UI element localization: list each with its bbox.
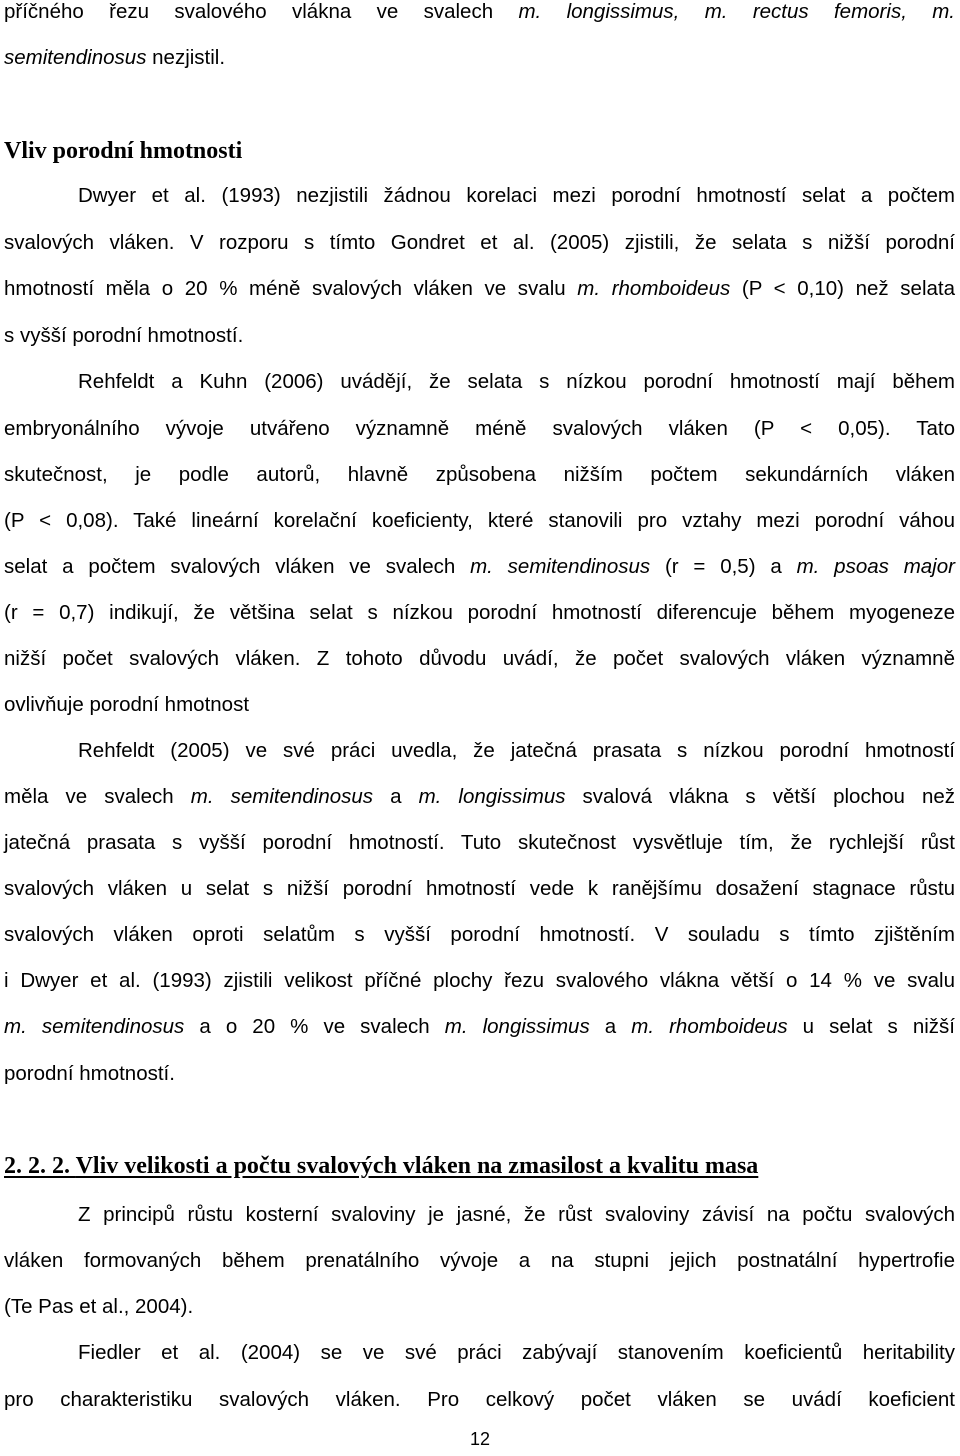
subsection-number: 2. 2. 2.: [4, 1153, 70, 1179]
paragraph-line: svalových vláken. V rozporu s tímto Gondret et al. (2005) zjistili, že selata s nižší porodní: [4, 231, 955, 254]
paragraph-line: selat a počtem svalových vláken ve svalech m. semitendinosus (r = 0,5) a m. psoas major: [4, 555, 955, 578]
paragraph-line: (r = 0,7) indikují, že většina selat s nízkou porodní hmotností diferencuje během myogeneze: [4, 601, 955, 624]
paragraph-line: svalových vláken u selat s nižší porodní hmotností vede k ranějšímu dosažení stagnace růstu: [4, 877, 955, 900]
subsection-title: Vliv velikosti a počtu svalových vláken na zmasilost a kvalitu masa: [75, 1153, 759, 1179]
text-line: příčného řezu svalového vlákna ve svalech m. longissimus, m. rectus femoris, m.: [4, 0, 956, 23]
paragraph-line: pro charakteristiku svalových vláken. Pro celkový počet vláken se uvádí koeficient: [4, 1388, 955, 1411]
paragraph-line: i Dwyer et al. (1993) zjistili velikost příčné plochy řezu svalového vlákna větší o 14 % ve svalu: [4, 969, 955, 992]
subsection-heading: [4, 1150, 758, 1182]
paragraph-line: jatečná prasata s vyšší porodní hmotností. Tuto skutečnost vysvětluje tím, že rychlejší růst: [4, 831, 955, 854]
paragraph-line: hmotností měla o 20 % méně svalových vláken ve svalu m. rhomboideus (P < 0,10) než selata: [4, 277, 955, 300]
paragraph-line: Z principů růstu kosterní svaloviny je jasné, že růst svaloviny závisí na počtu svalových: [78, 1203, 955, 1226]
paragraph-line: (Te Pas et al., 2004).: [4, 1295, 194, 1318]
paragraph-line: Rehfeldt a Kuhn (2006) uvádějí, že selata s nízkou porodní hmotností mají během: [78, 370, 955, 393]
paragraph-line: Rehfeldt (2005) ve své práci uvedla, že jatečná prasata s nízkou porodní hmotností: [78, 739, 955, 762]
paragraph-line: Dwyer et al. (1993) nezjistili žádnou korelaci mezi porodní hmotností selat a počtem: [78, 184, 955, 207]
paragraph-line: s vyšší porodní hmotností.: [4, 324, 244, 347]
paragraph-line: svalových vláken oproti selatům s vyšší porodní hmotností. V souladu s tímto zjištěním: [4, 923, 955, 946]
text-line: semitendinosus nezjistil.: [4, 46, 226, 69]
paragraph-line: vláken formovaných během prenatálního vývoje a na stupni jejich postnatální hypertrofie: [4, 1249, 955, 1272]
paragraph-line: ovlivňuje porodní hmotnost: [4, 693, 250, 716]
page-number: 12: [469, 1429, 491, 1449]
paragraph-line: (P < 0,08). Také lineární korelační koeficienty, které stanovili pro vztahy mezi porodní váhou: [4, 509, 955, 532]
paragraph-line: skutečnost, je podle autorů, hlavně způsobena nižším počtem sekundárních vláken: [4, 463, 955, 486]
paragraph-line: m. semitendinosus a o 20 % ve svalech m. longissimus a m. rhomboideus u selat s nižší: [4, 1015, 955, 1038]
paragraph-line: nižší počet svalových vláken. Z tohoto důvodu uvádí, že počet svalových vláken významně: [4, 647, 955, 670]
paragraph-line: embryonálního vývoje utvářeno významně méně svalových vláken (P < 0,05). Tato: [4, 417, 955, 440]
paragraph-line: porodní hmotností.: [4, 1062, 175, 1085]
section-heading: Vliv porodní hmotnosti: [4, 138, 243, 164]
paragraph-line: měla ve svalech m. semitendinosus a m. longissimus svalová vlákna s větší plochou než: [4, 785, 956, 808]
paragraph-line: Fiedler et al. (2004) se ve své práci zabývají stanovením koeficientů heritability: [78, 1341, 955, 1364]
